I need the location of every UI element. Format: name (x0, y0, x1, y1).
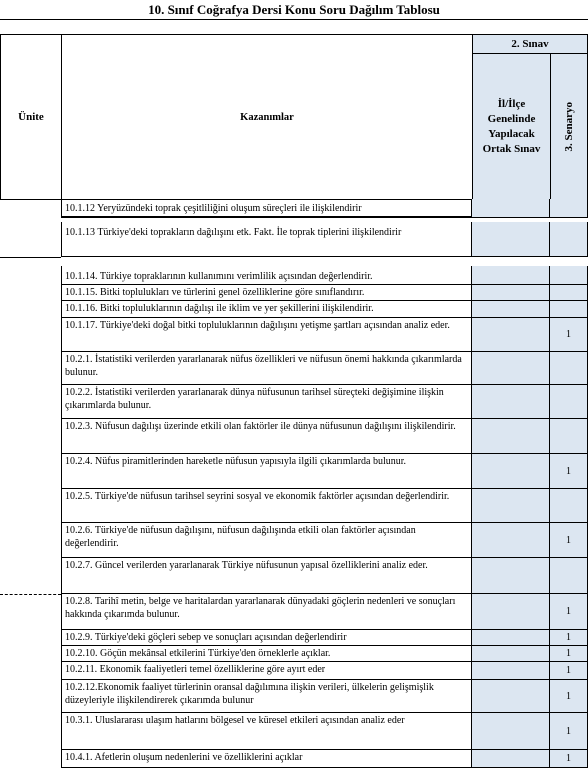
ortak-sinav-cell (472, 318, 550, 351)
table-row (61, 713, 588, 750)
table-row (61, 523, 588, 558)
table-row (61, 594, 588, 630)
table-row (61, 680, 588, 713)
table-row (61, 199, 588, 218)
ortak-sinav-cell (472, 352, 550, 384)
table-row (61, 318, 588, 352)
table-row (61, 419, 588, 454)
kazanim-text: 10.1.13 Türkiye'deki toprakların dağılışını etk. Fakt. İle toprak tiplerini ilişkilendirir (61, 222, 472, 256)
kazanim-text: 10.1.17. Türkiye'deki doğal bitki topluluklarının dağılışını yetişme şartları açısından analiz eder. (61, 318, 472, 351)
ortak-sinav-cell (472, 646, 550, 661)
header-col-ortak-sinav (472, 53, 551, 200)
kazanim-text: 10.2.4. Nüfus piramitlerinden hareketle nüfusun yapısıyla ilgili çıkarımlarda bulunur. (61, 454, 472, 488)
ortak-sinav-cell (472, 454, 550, 488)
ortak-sinav-cell (472, 301, 550, 317)
kazanim-text: 10.2.11. Ekonomik faaliyetleri temel özelliklerine göre ayırt eder (61, 662, 472, 679)
senaryo-cell (550, 385, 588, 418)
header-kazanimlar (61, 34, 473, 200)
kazanim-text: 10.4.1. Afetlerin oluşum nedenlerini ve özelliklerini açıklar (61, 750, 472, 767)
kazanim-text: 10.2.1. İstatistiki verilerden yararlanarak nüfus özellikleri ve nüfusun önemi hakkında çıkarımlarda bulunur. (61, 352, 472, 384)
senaryo-cell (550, 489, 588, 522)
table-row (61, 646, 588, 662)
senaryo-cell (550, 558, 588, 593)
table-row (61, 662, 588, 680)
table-row (61, 385, 588, 419)
header-unite-label: Ünite (18, 111, 44, 123)
header-col-ortak-sinav-label: İl/İlçe Genelinde Yapılacak Ortak Sınav (482, 97, 541, 155)
kazanim-text: 10.2.10. Göçün mekânsal etkilerini Türkiye'den örneklerle açıklar. (61, 646, 472, 661)
kazanim-text: 10.3.1. Uluslararası ulaşım hatlarını bölgesel ve küresel etkileri açısından analiz eder (61, 713, 472, 749)
senaryo-cell (550, 222, 588, 256)
ortak-sinav-cell (472, 662, 550, 679)
kazanim-text: 10.2.6. Türkiye'de nüfusun dağılışını, nüfusun dağılışında etkili olan faktörler açısından değerlendirir. (61, 523, 472, 557)
kazanim-text: 10.1.12 Yeryüzündeki toprak çeşitliliğini oluşum süreçleri ile ilişkilendirir (61, 199, 472, 217)
header-kazanimlar-label: Kazanımlar (240, 111, 294, 123)
senaryo-cell: 1 (550, 713, 588, 749)
table-row (61, 352, 588, 385)
ortak-sinav-cell (472, 630, 550, 645)
ortak-sinav-cell (472, 489, 550, 522)
table-row (61, 630, 588, 646)
senaryo-cell (550, 352, 588, 384)
senaryo-cell: 1 (550, 594, 588, 629)
table-row (61, 558, 588, 594)
table-row (61, 489, 588, 523)
ortak-sinav-cell (472, 594, 550, 629)
senaryo-cell (550, 266, 588, 284)
kazanim-text: 10.2.2. İstatistiki verilerden yararlanarak dünya nüfusunun tarihsel süreçteki değişimine ilişkin çıkarımlarda bulunur. (61, 385, 472, 418)
ortak-sinav-cell (472, 199, 550, 217)
senaryo-cell: 1 (550, 750, 588, 767)
ortak-sinav-cell (472, 750, 550, 767)
kazanim-text: 10.1.14. Türkiye topraklarının kullanımını verimlilik açısından değerlendirir. (61, 266, 472, 284)
senaryo-cell: 1 (550, 680, 588, 712)
table-row (61, 266, 588, 285)
unite-divider-dashed (0, 594, 61, 595)
senaryo-cell (550, 285, 588, 300)
kazanim-text: 10.1.16. Bitki topluluklarının dağılışı ile iklim ve yer şekillerini ilişkilendirir. (61, 301, 472, 317)
ortak-sinav-cell (472, 285, 550, 300)
table-row (61, 454, 588, 489)
senaryo-cell: 1 (550, 646, 588, 661)
header-exam (472, 34, 588, 54)
kazanim-text: 10.1.15. Bitki toplulukları ve türlerini genel özelliklerine göre sınıflandırır. (61, 285, 472, 300)
table-title: 10. Sınıf Coğrafya Dersi Konu Soru Dağılım Tablosu (0, 0, 588, 20)
ortak-sinav-cell (472, 713, 550, 749)
header-col-senaryo-label: 3. Senaryo (563, 101, 575, 152)
header-col-senaryo (550, 53, 588, 200)
table-row (61, 285, 588, 301)
senaryo-cell: 1 (550, 523, 588, 557)
ortak-sinav-cell (472, 558, 550, 593)
ortak-sinav-cell (472, 523, 550, 557)
ortak-sinav-cell (472, 222, 550, 256)
table-row (61, 750, 588, 768)
table-row (61, 301, 588, 318)
ortak-sinav-cell (472, 680, 550, 712)
kazanim-text: 10.2.9. Türkiye'deki göçleri sebep ve sonuçları açısından değerlendirir (61, 630, 472, 645)
header-unite (0, 34, 62, 200)
senaryo-cell: 1 (550, 318, 588, 351)
ortak-sinav-cell (472, 419, 550, 453)
kazanim-text: 10.2.7. Güncel verilerden yararlanarak Türkiye nüfusunun yapısal özelliklerini analiz eder. (61, 558, 472, 593)
table-row (61, 222, 588, 257)
senaryo-cell (550, 199, 588, 217)
kazanim-text: 10.2.12.Ekonomik faaliyet türlerinin oransal dağılımına ilişkin verileri, ülkelerin gelişmişlik düzeyleriyle ilişkilendirerek çıkarımda bulunur (61, 680, 472, 712)
ortak-sinav-cell (472, 266, 550, 284)
senaryo-cell (550, 301, 588, 317)
kazanim-text: 10.2.3. Nüfusun dağılışı üzerinde etkili olan faktörler ile dünya nüfusunun dağılışını ilişkilendirir. (61, 419, 472, 453)
kazanim-text: 10.2.8. Tarihî metin, belge ve haritalardan yararlanarak dünyadaki göçlerin nedenleri ve sonuçları hakkında çıkarımda bulunur. (61, 594, 472, 629)
header-exam-label: 2. Sınav (511, 38, 549, 50)
senaryo-cell: 1 (550, 454, 588, 488)
unite-divider (0, 257, 61, 258)
senaryo-cell: 1 (550, 662, 588, 679)
ortak-sinav-cell (472, 385, 550, 418)
senaryo-cell (550, 419, 588, 453)
kazanim-text: 10.2.5. Türkiye'de nüfusun tarihsel seyrini sosyal ve ekonomik faktörler açısından değerlendirir. (61, 489, 472, 522)
senaryo-cell: 1 (550, 630, 588, 645)
